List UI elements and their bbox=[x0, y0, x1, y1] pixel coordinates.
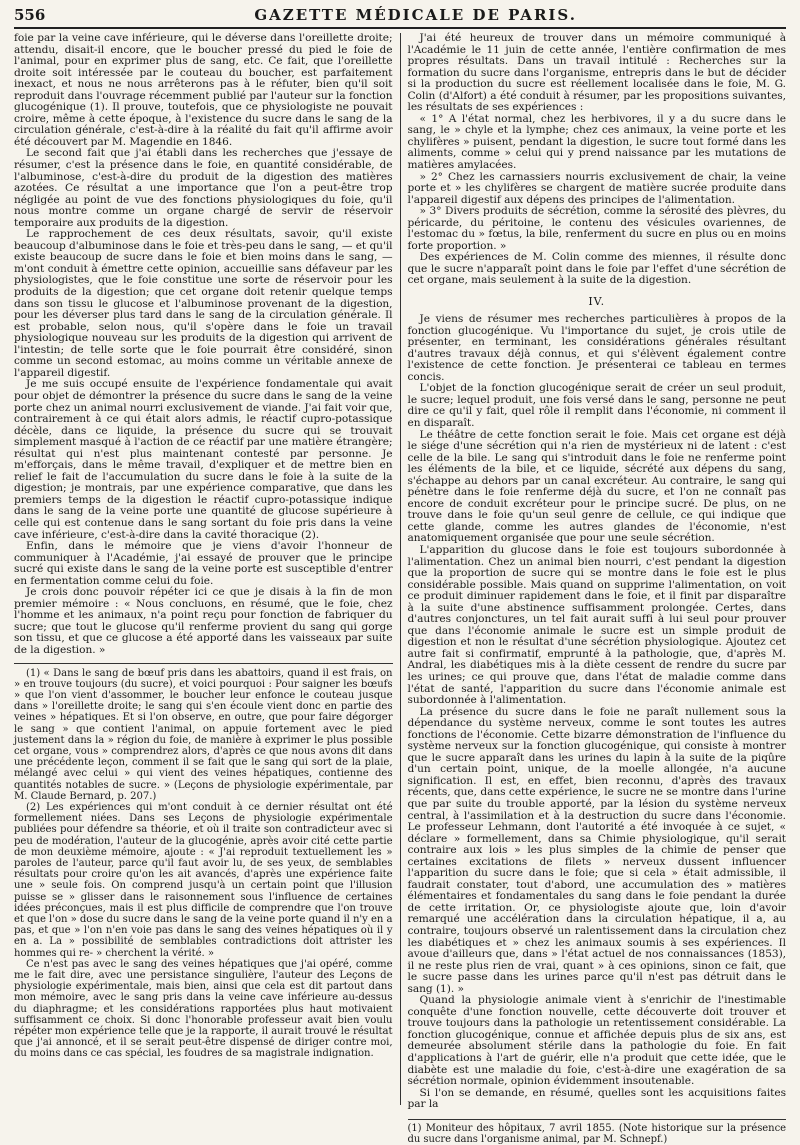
body-paragraph: Je me suis occupé ensuite de l'expérience fondamentale qui avait pour objet de démontrer la présence du sucre dans le sang de la veine porte chez un animal nourri exclusivement de viande. J'ai fait voir que, contrairement à ce qui était alors admis, le réactif cupro-potassique décèle, dans ce liquide, la présence du sucre qui se trouvait simplement masqué à l'action de ce réactif par une matière étrangère; résultat qui n'est plus maintenant contesté par personne. Je m'efforçais, dans le même travail, d'expliquer et de mettre bien en relief le fait de l'accumulation du sucre dans le foie à la suite de la digestion; je montrais, par une expérience comparative, que dans les premiers temps de la digestion le réactif cupro-potassique indique dans le sang de la veine porte une quantité de glucose supérieure à celle qui est contenue dans le sang sortant du foie pris dans la veine cave inférieure, c'est-à-dire dans la cavité thoracique (2). bbox=[14, 378, 393, 541]
body-paragraph: Je viens de résumer mes recherches particulières à propos de la fonction glucogénique. Vu l'importance du sujet, je crois utile de présenter, en terminant, les considérations générales résultant d'autres travaux déjà connus, et qui s'élèvent également contre l'existence de cette fonction. Je présenterai ce tableau en termes concis. bbox=[407, 313, 786, 383]
body-paragraph: Enfin, dans le mémoire que je viens d'avoir l'honneur de communiquer à l'Académie, j'ai essayé de prouver que le principe sucré qui existe dans le sang de la veine porte est susceptible d'entrer en fermentation comme celui du foie. bbox=[14, 540, 393, 587]
body-paragraph: foie par la veine cave inférieure, qui le déverse dans l'oreillette droite; attendu, disait-il encore, que le boucher pressé du pied le foie de l'animal, pour en exprimer plus de sang, etc. Ce fait, que l'oreillette droite soit intéressée par le couteau du boucher, est parfaitement inexact, et nous ne nous arrêterons pas à le réfuter, bien qu'il soit reproduit dans l'ouvrage récemment publié par l'auteur sur la fonction glucogénique (1). Il prouve, toutefois, que ce physiologiste ne pouvait croire, même à cette époque, à l'existence du sucre dans le sang de la circulation générale, c'est-à-dire à la réalité du fait qu'il affirme avoir été découvert par M. Magendie en 1846. bbox=[14, 32, 393, 148]
quote-paragraph: « 1° A l'état normal, chez les herbivores, il y a du sucre dans le sang, le » chyle et la lymphe; chez ces animaux, la veine porte et les chylifères » puisent, pendant la digestion, le sucre tout formé dans les aliments, comme » celui qui y prend naissance par les mutations de matières amylacées. bbox=[407, 112, 786, 172]
body-paragraph: Le théâtre de cette fonction serait le foie. Mais cet organe est déjà le siége d'une sécrétion qui n'a rien de mystérieux ni de latent : c'est celle de la bile. Le sang qui s'introduit dans le foie ne renferme point les éléments de la bile, et ce liquide, sécrété aux dépens du sang, s'échappe au dehors par un canal excréteur. Au contraire, le sang qui pénètre dans le foie renferme déjà du sucre, et l'on ne connaît pas encore de conduit excréteur pour le principe sucré. De plus, on ne trouve dans le foie qu'un seul genre de cellule, ce qui indique que cette glande, comme les autres glandes de l'économie, n'est anatomiquement organisée que pour une seule sécrétion. bbox=[407, 428, 786, 545]
body-paragraph: Le second fait que j'ai établi dans les recherches que j'essaye de résumer, c'est la présence dans le foie, en quantité considérable, de l'albuminose, c'est-à-dire du produit de la digestion des matières azotées. Ce résultat a une importance que l'on a peut-être trop négligée au point de vue des fonctions physiologiques du foie, qu'il nous montre comme un organe chargé de servir de réservoir temporaire aux produits de la digestion. bbox=[14, 147, 393, 229]
body-paragraph: La présence du sucre dans le foie ne paraît nullement sous la dépendance du système nerveux, comme le sont toutes les autres fonctions de l'économie. Cette bizarre démonstration de l'influence du système nerveux sur la fonction glucogénique, qui consiste à montrer que le sucre apparaît dans les urines du lapin à la suite de la piqûre d'un certain point, unique, de la moelle allongée, n'a aucune signification. Il est, en effet, bien reconnu, d'après des travaux récents, que, dans cette expérience, le sucre ne se montre dans l'urine que par suite du trouble apporté, par la lésion du système nerveux central, à l'assimilation et à la destruction du sucre dans l'économie. Le professeur Lehmann, dont l'autorité a été invoquée à ce sujet, « déclare » formellement, dans sa Chimie physiologique, qu'il serait contraire aux lois » les plus simples de la chimie de penser que certaines excitations de filets » nerveux dussent influencer l'apparition du sucre dans le foie; que si cela » était admissible, il faudrait constater, tout d'abord, une accumulation des » matières élémentaires et fondamentales du sang dans le foie pendant la durée de cette irritation. Or, ce physiologiste ajoute que, loin d'avoir remarqué une accélération dans la circulation hépatique, il a, au contraire, toujours observé un ralentissement dans la circulation chez les diabétiques et » chez les animaux soumis à ses expériences. Il avoue d'ailleurs que, dans » l'état actuel de nos connaissances (1853), il ne reste plus rien de vrai, quant » à ces opinions, sinon ce fait, que le sucre passe dans les urines parce qu'il n'est pas détruit dans le sang (1). » bbox=[407, 705, 786, 995]
footnote: (1) « Dans le sang de bœuf pris dans les abattoirs, quand il est frais, on » en trouve toujours (du sucre), et voici pourquoi : Pour saigner les bœufs » que l'on vient d'assommer, le boucher leur enfonce le couteau jusque dans » l'oreillette droite; le sang qui s'en écoule vient donc en partie des veines » hépatiques. Et si l'on observe, en outre, que pour faire dégorger le sang » que contient l'animal, on appuie fortement avec le pied justement dans la » région du foie, de manière à exprimer le plus possible cet organe, vous » comprendrez alors, d'après ce que nous avons dit dans une précédente leçon, comment il se fait que le sang qui sort de la plaie, mélangé avec celui » qui vient des veines hépatiques, contienne des quantités notables de sucre. » (Leçons de physiologie expérimentale, par M. Claude Bernard, p. 207.) bbox=[14, 667, 393, 802]
quote-paragraph: » 3° Divers produits de sécrétion, comme la sérosité des plèvres, du péricarde, du péritoine, le contenu des vésicules ovariennes, de l'estomac du » fœtus, la bile, renferment du sucre en plus ou en moins forte proportion. » bbox=[407, 205, 786, 252]
left-column bbox=[14, 33, 401, 1105]
journal-title: GAZETTE MÉDICALE DE PARIS. bbox=[254, 6, 577, 24]
body-paragraph: Si l'on se demande, en résumé, quelles sont les acquisitions faites par la bbox=[407, 1086, 786, 1111]
section-number: IV. bbox=[588, 295, 606, 309]
right-column bbox=[401, 32, 787, 1145]
body-paragraph: L'objet de la fonction glucogénique serait de créer un seul produit, le sucre; lequel produit, une fois versé dans le sang, personne ne peut dire ce qu'il y fait, quel rôle il remplit dans l'économie, ni comment il en disparaît. bbox=[407, 382, 786, 429]
body-paragraph: Le rapprochement de ces deux résultats, savoir, qu'il existe beaucoup d'albuminose dans le foie et très-peu dans le sang, — et qu'il existe beaucoup de sucre dans le foie et bien moins dans le sang, — m'ont conduit à émettre cette opinion, accueillie sans défaveur par les physiologistes, que le foie constitue une sorte de réservoir pour les produits de la digestion; que cet organe doit retenir quelque temps dans son tissu le glucose et l'albuminose provenant de la digestion, pour les déverser plus tard dans le sang de la circulation générale. Il est probable, selon nous, qu'il s'opère dans le foie un travail physiologique nouveau sur les produits de la digestion qui arrivent de l'intestin; de telle sorte que le foie pourrait être considéré, sinon comme un second estomac, au moins comme un véritable annexe de l'appareil digestif. bbox=[14, 228, 393, 379]
text-columns bbox=[14, 32, 786, 1145]
body-paragraph: Des expériences de M. Colin comme des miennes, il résulte donc que le sucre n'apparaît point dans le foie par l'effet d'une sécrétion de cet organe, mais seulement à la suite de la digestion. bbox=[407, 251, 786, 287]
footnotes bbox=[14, 663, 393, 1060]
body-paragraph: Je crois donc pouvoir répéter ici ce que je disais à la fin de mon premier mémoire : « Nous concluons, en résumé, que le foie, chez l'homme et les animaux, n'a point reçu pour fonction de fabriquer du sucre; que tout le glucose qu'il renferme provient du sang qui gorge son tissu, et que ce glucose a été apporté dans les vaisseaux par suite de la digestion. » bbox=[14, 586, 393, 656]
footnote: (2) Les expériences qui m'ont conduit à ce dernier résultat ont été formellement niées. Dans ses Leçons de physiologie expérimentale publiées pour défendre sa théorie, et où il traite son contradicteur avec si peu de modération, l'auteur de la glucogénie, après avoir cité cette partie de mon deuxième mémoire, ajoute : « J'ai reproduit textuellement les » paroles de l'auteur, parce qu'il faut avoir lu, de ses yeux, de semblables résultats pour croire qu'on les ait avancés, d'après une expérience faite une » seule fois. On comprend jusqu'à un certain point que l'illusion puisse se » glisser dans le raisonnement sous l'influence de certaines idées préconçues, mais il est plus difficile de comprendre que l'on trouve et que l'on » dose du sucre dans le sang de la veine porte quand il n'y en a pas, et que » l'on n'en voie pas dans le sang des veines hépatiques où il y en a. La » possibilité de semblables contradictions doit attrister les hommes qui re- » cherchent la vérité. » bbox=[14, 801, 393, 959]
footnote: (1) Moniteur des hôpitaux, 7 avril 1855. (Note historique sur la présence du sucre dans l'organisme animal, par M. Schnepf.) bbox=[407, 1122, 786, 1145]
body-paragraph: Quand la physiologie animale vient à s'enrichir de l'inestimable conquête d'une fonction nouvelle, cette découverte doit trouver et trouve toujours dans la pathologie un retentissement considérable. La fonction glucogénique, connue et affichée depuis plus de six ans, est demeurée absolument stérile dans la pathologie du foie. En fait d'applications à l'art de guérir, elle n'a produit que cette idée, que le diabète est une maladie du foie, c'est-à-dire une exagération de sa sécrétion normale, opinion évidemment insoutenable. bbox=[407, 994, 786, 1088]
quote-paragraph: » 2° Chez les carnassiers nourris exclusivement de chair, la veine porte et » les chylifères se chargent de matière sucrée produite dans l'appareil digestif aux dépens des principes de l'alimentation. bbox=[407, 170, 786, 206]
right-footnote bbox=[408, 1119, 787, 1145]
body-paragraph: J'ai été heureux de trouver dans un mémoire communiqué à l'Académie le 11 juin de cette année, l'entière confirmation de mes propres résultats. Dans un travail intitulé : Recherches sur la formation du sucre dans l'organisme, entrepris dans le but de décider si la production du sucre est réellement localisée dans le foie, M. G. Colin (d'Alfort) a été conduit à résumer, par les propositions suivantes, les résultats de ses expériences : bbox=[407, 32, 786, 114]
page-number: 556 bbox=[14, 6, 46, 24]
footnote: Ce n'est pas avec le sang des veines hépatiques que j'ai opéré, comme me le fait dire, avec une persistance singulière, l'auteur des Leçons de physiologie expérimentale, mais bien, ainsi que cela est dit partout dans mon mémoire, avec le sang pris dans la veine cave inférieure au-dessus du diaphragme; et les considérations rapportées plus haut motivaient suffisamment ce choix. Si donc l'honorable professeur avait bien voulu répéter mon expérience telle que je la rapporte, il aurait trouvé le résultat que j'ai annoncé, et il se serait peut-être dispensé de diriger contre moi, du moins dans ce cas spécial, les foudres de sa magistrale indignation. bbox=[14, 958, 393, 1060]
page-header bbox=[14, 6, 786, 29]
body-paragraph: L'apparition du glucose dans le foie est toujours subordonnée à l'alimentation. Chez un animal bien nourri, c'est pendant la digestion que la proportion de sucre qui se montre dans le foie est le plus considérable possible. Mais quand on supprime l'alimentation, on voit ce produit diminuer rapidement dans le foie, et il finit par disparaître à la suite d'une abstinence suffisamment prolongée. Certes, dans d'autres conjonctures, un tel fait aurait suffi à lui seul pour prouver que dans l'économie animale le sucre est un simple produit de digestion et non le résultat d'une sécrétion physiologique. Ajoutez cet autre fait si confirmatif, emprunté à la pathologie, que, d'après M. Andral, les diabétiques mis à la diète cessent de rendre du sucre par les urines; ce qui prouve que, dans l'état de maladie comme dans l'état de santé, l'apparition du sucre dans l'économie animale est subordonnée à l'alimentation. bbox=[407, 543, 786, 707]
